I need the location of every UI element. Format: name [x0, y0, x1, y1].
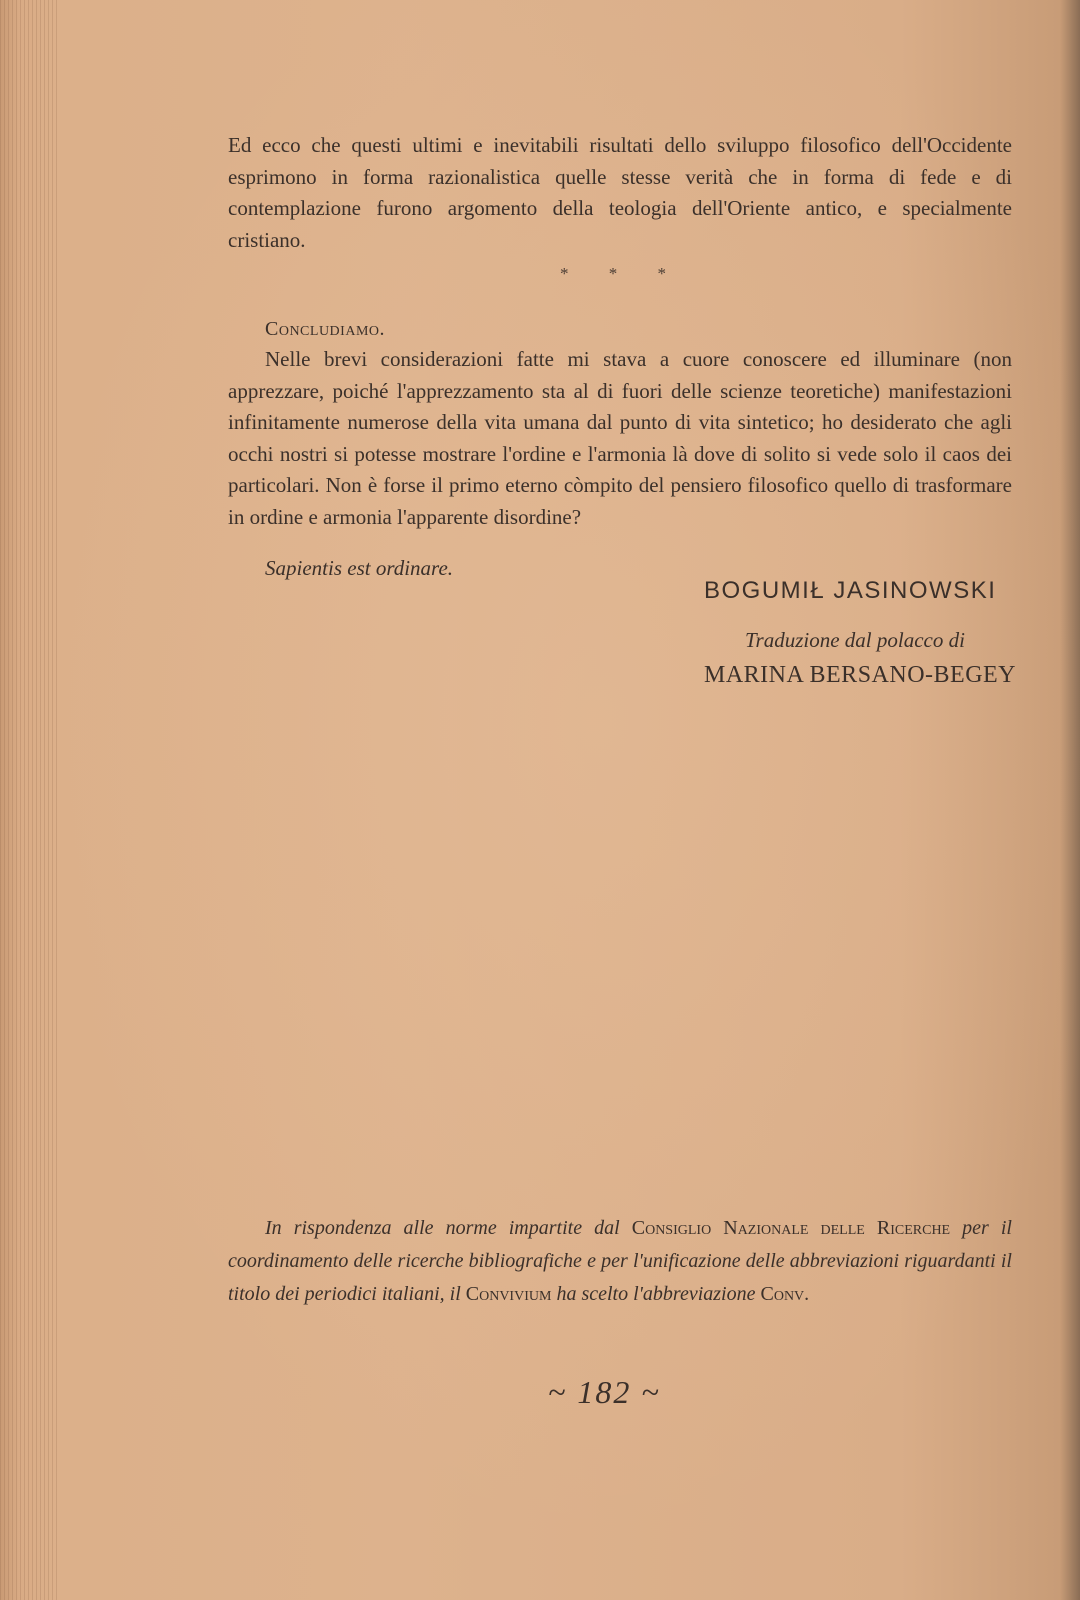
footnote-text-2: per il coordinamento delle ricerche bibliografiche e per l'unificazione delle abbreviazioni riguardanti il titolo dei periodici italiani, il: [228, 1217, 1012, 1305]
book-spine: [0, 0, 58, 1600]
latin-motto: Sapientis est ordinare.: [265, 556, 454, 580]
conclusion-heading: Concludiamo.: [265, 318, 386, 340]
footnote: [228, 1212, 1012, 1311]
footnote-journal-name: Convivium: [465, 1283, 552, 1305]
footnote-text-1: In rispondenza alle norme impartite dal: [265, 1217, 632, 1239]
footnote-text-3: ha scelto l'abbreviazione: [551, 1283, 761, 1305]
footnote-org-name: Consiglio Nazionale delle Ricerche: [631, 1217, 951, 1239]
author-signature: BOGUMIŁ JASINOWSKI: [704, 577, 997, 604]
footnote-abbreviation: Conv.: [760, 1283, 810, 1305]
page-number: ~ 182 ~: [548, 1374, 661, 1410]
section-separator: * * *: [560, 264, 684, 283]
body-paragraph-1: Ed ecco che questi ultimi e inevitabili risultati dello sviluppo filosofico dell'Occidente esprimono in forma razionalistica quelle stesse verità che in forma di fede e di contemplazione furono argomento della teologia dell'Oriente antico, e specialmente cristiano.: [228, 133, 1012, 252]
translator-name: MARINA BERSANO-BEGEY: [704, 662, 1017, 688]
translation-note: Traduzione dal polacco di: [745, 628, 965, 652]
body-paragraph-2: Nelle brevi considerazioni fatte mi stava a cuore conoscere ed illuminare (non apprezzare, poiché l'apprezzamento sta al di fuori delle scienze teoretiche) manifestazioni infinitamente numerose della vita umana dal punto di vita sintetico; ho desiderato che agli occhi nostri si potesse mostrare l'ordine e l'armonia là dove di solito si vede solo il caos dei particolari. Non è forse il primo eterno còmpito del pensiero filosofico quello di trasformare in ordine e armonia l'apparente disordine?: [228, 347, 1012, 529]
